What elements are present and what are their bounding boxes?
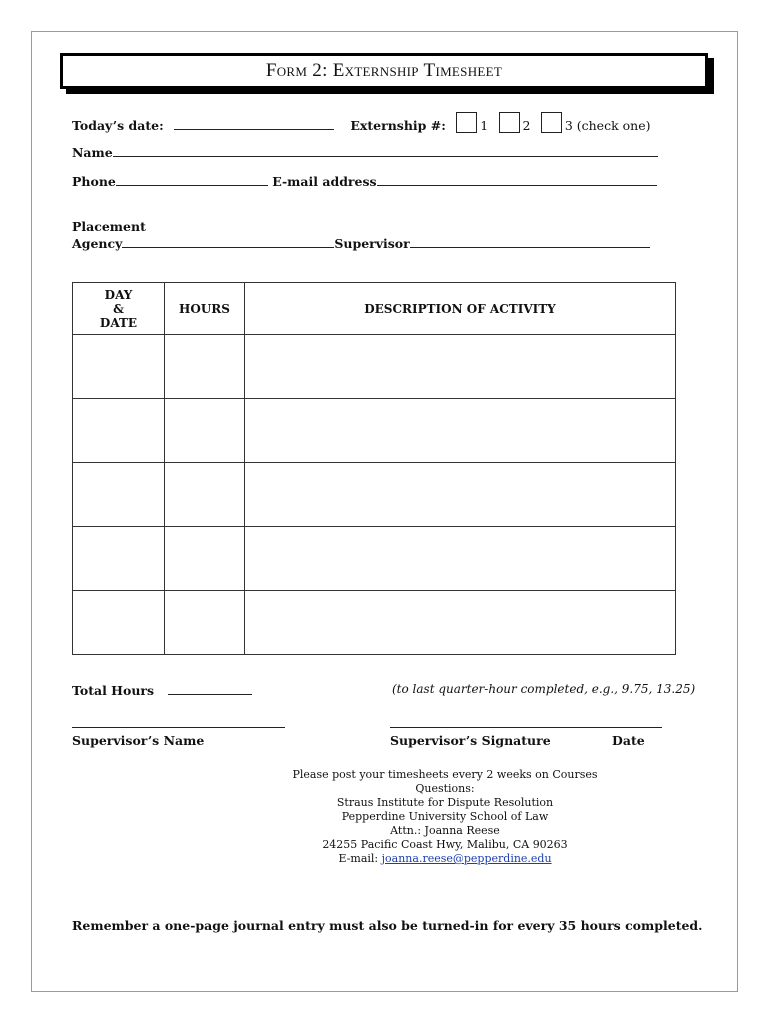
contact-block [230,768,660,866]
contact-line-4: Pepperdine University School of Law [341,810,549,823]
supervisor-label: Supervisor [334,236,410,251]
contact-email-row [230,852,660,866]
supervisor-signature-label: Supervisor’s Signature [390,733,551,748]
day-date-cell[interactable] [73,335,165,399]
contact-line-2: Questions: [415,782,475,795]
journal-reminder: Remember a one-page journal entry must also be turned-in for every 35 hours completed. [72,918,703,933]
description-cell[interactable] [245,399,676,463]
phone-label: Phone [72,174,116,189]
date-externship-row [72,112,650,133]
todays-date-field[interactable] [174,117,334,130]
agency-supervisor-row [72,235,650,251]
hours-cell[interactable] [165,591,245,655]
phone-email-row [72,173,657,189]
hours-cell[interactable] [165,335,245,399]
description-cell[interactable] [245,591,676,655]
total-hours-note: (to last quarter-hour completed, e.g., 9.75, 13.25) [392,682,696,696]
checkbox-label-1: 1 [480,118,489,133]
phone-field[interactable] [116,173,268,186]
total-hours-row [72,682,252,698]
externship-checkbox-1[interactable] [456,112,477,133]
table-header-row [73,283,676,335]
day-date-cell[interactable] [73,463,165,527]
email-field[interactable] [377,173,657,186]
agency-field[interactable] [122,235,334,248]
contact-line-5: Attn.: Joanna Reese [390,824,500,837]
day-date-cell[interactable] [73,527,165,591]
description-cell[interactable] [245,463,676,527]
description-cell[interactable] [245,527,676,591]
placement-label: Placement [72,219,146,234]
supervisor-name-line[interactable] [72,727,285,728]
placement-label-row [72,219,146,234]
header-hours: HOURS [165,283,245,335]
externship-label: Externship #: [350,118,446,133]
contact-line-1: Please post your timesheets every 2 weeks on Courses [292,768,598,781]
contact-line-3: Straus Institute for Dispute Resolution [336,796,554,809]
table-row [73,527,676,591]
date-label: Date [612,733,645,748]
total-hours-label: Total Hours [72,683,155,698]
header-day-date: DAY & DATE [73,283,165,335]
hours-cell[interactable] [165,463,245,527]
table-row [73,399,676,463]
table-row [73,591,676,655]
day-date-cell[interactable] [73,591,165,655]
contact-email-link[interactable]: joanna.reese@pepperdine.edu [381,852,552,865]
email-prefix: E-mail: [338,852,382,865]
supervisor-signature-line[interactable] [390,727,662,728]
externship-checkbox-3[interactable] [541,112,562,133]
total-hours-field[interactable] [168,682,252,695]
table-row [73,463,676,527]
checkbox-label-3: 3 (check one) [564,118,651,133]
day-date-cell[interactable] [73,399,165,463]
name-label: Name [72,145,113,160]
hours-cell[interactable] [165,399,245,463]
email-label: E-mail address [272,174,377,189]
checkbox-label-2: 2 [522,118,531,133]
contact-line-6: 24255 Pacific Coast Hwy, Malibu, CA 90263 [322,838,568,851]
externship-checkbox-2[interactable] [499,112,520,133]
table-row [73,335,676,399]
name-field[interactable] [113,144,658,157]
form-title: Form 2: Externship Timesheet [265,60,503,81]
description-cell[interactable] [245,335,676,399]
activity-table [72,282,676,655]
todays-date-label: Today’s date: [72,118,164,133]
name-row [72,144,658,160]
header-description: DESCRIPTION OF ACTIVITY [245,283,676,335]
supervisor-name-label: Supervisor’s Name [72,733,205,748]
agency-label: Agency [72,236,123,251]
supervisor-field[interactable] [410,235,650,248]
title-box [60,53,708,89]
hours-cell[interactable] [165,527,245,591]
